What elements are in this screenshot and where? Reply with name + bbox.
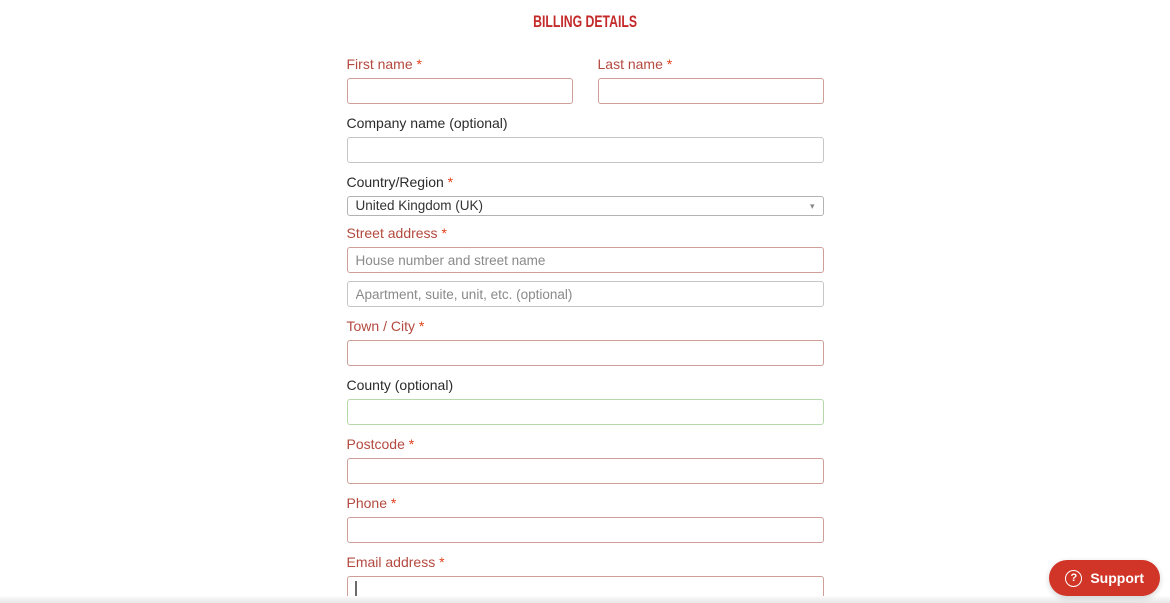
company-name-label: Company name (optional) — [346, 115, 508, 131]
text-cursor — [355, 581, 357, 597]
address-line2-input[interactable] — [347, 281, 824, 307]
county-label: County (optional) — [346, 377, 454, 393]
required-asterisk: * — [447, 174, 454, 190]
field-group-street-address — [347, 226, 824, 307]
required-asterisk: * — [441, 225, 447, 241]
first-name-input[interactable] — [347, 78, 573, 104]
question-circle-icon: ? — [1065, 570, 1082, 587]
required-asterisk: * — [408, 436, 415, 452]
required-asterisk: * — [418, 318, 425, 334]
field-group-postcode — [347, 437, 824, 484]
postcode-input[interactable] — [347, 458, 824, 484]
billing-details-heading — [0, 10, 1170, 32]
chevron-down-icon: ▾ — [809, 201, 815, 211]
field-group-last-name — [598, 57, 824, 104]
country-region-label: Country/Region * — [346, 174, 454, 190]
field-group-county — [347, 378, 824, 425]
required-asterisk: * — [666, 56, 673, 72]
postcode-label: Postcode * — [346, 436, 415, 452]
field-group-company — [347, 116, 824, 163]
support-button[interactable] — [1049, 560, 1160, 596]
company-name-input[interactable] — [347, 137, 824, 163]
support-button-label: Support — [1090, 570, 1144, 586]
town-city-label: Town / City * — [346, 318, 425, 334]
phone-input[interactable] — [347, 517, 824, 543]
field-group-first-name — [347, 57, 573, 104]
country-select-value: United Kingdom (UK) — [355, 198, 484, 213]
address-line1-input[interactable] — [347, 247, 824, 273]
town-city-input[interactable] — [347, 340, 824, 366]
required-asterisk: * — [416, 56, 422, 72]
last-name-label: Last name * — [597, 56, 673, 72]
first-name-label: First name * — [346, 56, 422, 72]
email-address-label: Email address * — [346, 554, 445, 570]
billing-form — [347, 57, 824, 602]
last-name-input[interactable] — [598, 78, 824, 104]
required-asterisk: * — [390, 495, 397, 511]
name-row — [347, 57, 824, 116]
required-asterisk: * — [439, 554, 445, 570]
field-group-country — [347, 175, 824, 216]
county-input[interactable] — [347, 399, 824, 425]
page-bottom-edge — [0, 596, 1170, 603]
phone-label: Phone * — [346, 495, 397, 511]
billing-details-heading-text: BILLING DETAILS — [533, 12, 637, 31]
field-group-phone — [347, 496, 824, 543]
field-group-city — [347, 319, 824, 366]
field-group-email — [347, 555, 824, 602]
street-address-label: Street address * — [346, 225, 447, 241]
country-select[interactable] — [347, 196, 824, 216]
